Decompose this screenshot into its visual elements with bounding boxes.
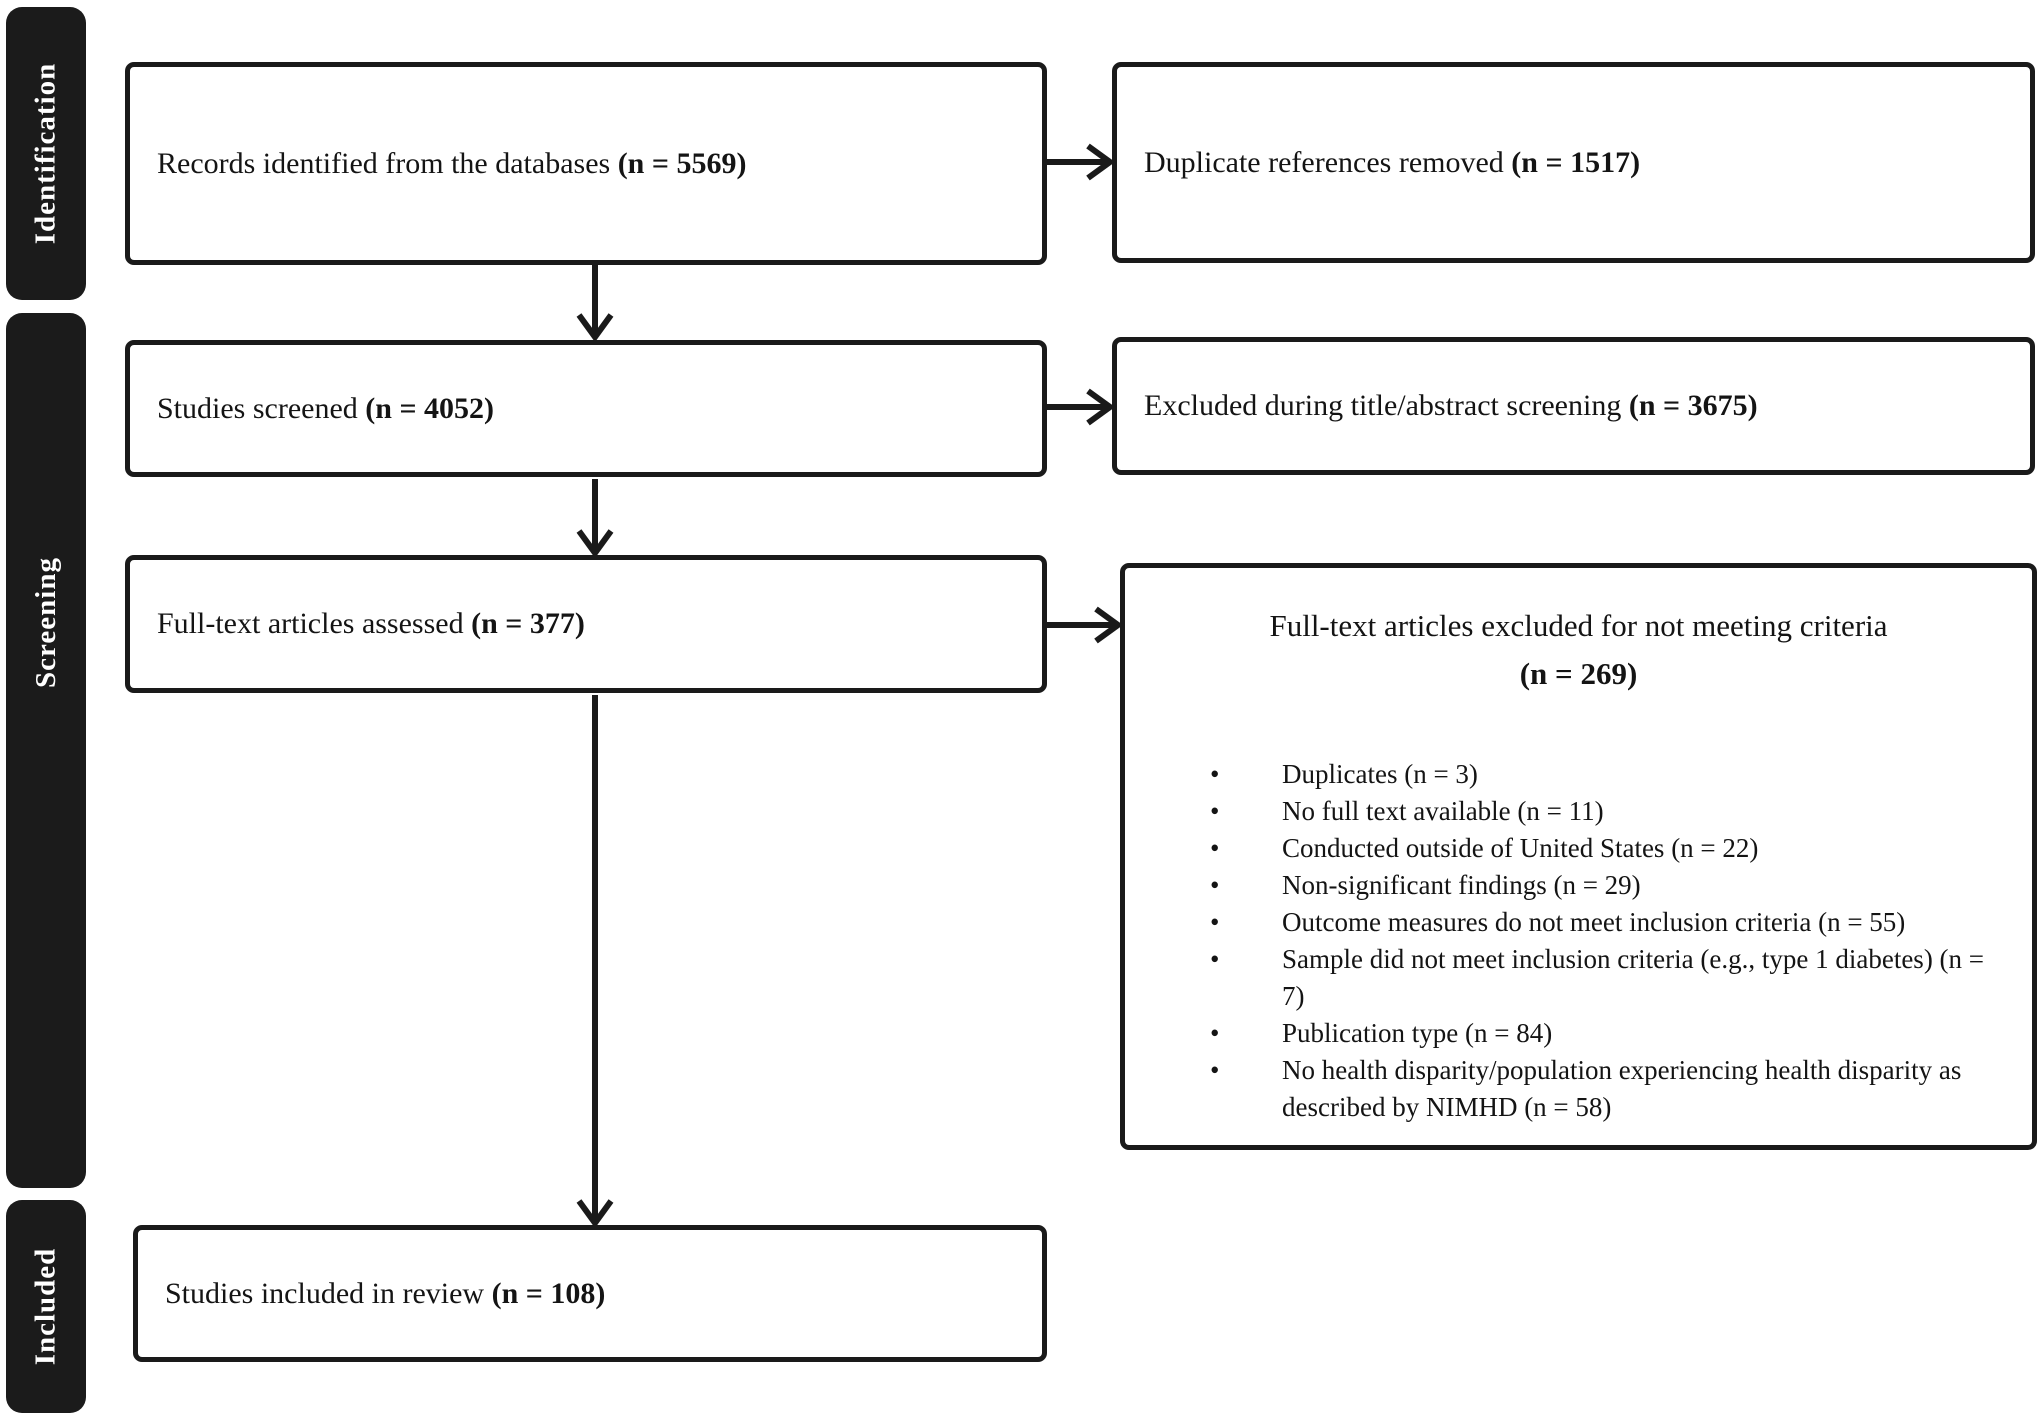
stage-label-identification: Identification: [29, 62, 62, 245]
box-duplicates-removed: [1112, 62, 2035, 263]
exclusion-reason-item: • Duplicates (n = 3): [1125, 756, 1992, 793]
records-label: Records identified from the databases: [157, 146, 611, 180]
excluded-screening-count: (n = 3675): [1628, 389, 1758, 423]
box-studies-included: [133, 1225, 1047, 1362]
box-duplicates-text: [1144, 144, 1640, 182]
duplicates-label: Duplicate references removed: [1144, 145, 1504, 179]
box-fulltext-excluded: [1120, 563, 2037, 1150]
included-count: (n = 108): [491, 1276, 606, 1310]
fulltext-excluded-title: Full-text articles excluded for not meeting criteria: [1269, 608, 1888, 643]
exclusion-reason-item: • Non-significant findings (n = 29): [1125, 867, 1992, 904]
stage-identification: [6, 7, 86, 300]
screened-count: (n = 4052): [365, 391, 495, 425]
duplicates-count: (n = 1517): [1511, 145, 1641, 179]
exclusion-reason-item: • No full text available (n = 11): [1125, 793, 1992, 830]
stage-label-screening: Screening: [29, 557, 62, 688]
box-screened-text: [157, 390, 494, 428]
exclusion-reasons-list: [1125, 756, 2032, 1126]
box-records-text: [157, 145, 746, 183]
box-records-identified: [125, 62, 1047, 265]
box-excluded-title-abstract: [1112, 337, 2035, 475]
included-label: Studies included in review: [165, 1276, 485, 1310]
stage-screening: [6, 313, 86, 1188]
box-fulltext-text: [157, 605, 585, 643]
stage-included: [6, 1200, 86, 1413]
fulltext-count: (n = 377): [471, 607, 585, 641]
box-included-text: [165, 1275, 605, 1313]
box-excluded-screening-text: [1144, 387, 1758, 425]
exclusion-reason-item: • Conducted outside of United States (n = 22): [1125, 830, 1992, 867]
box-studies-screened: [125, 340, 1047, 477]
excluded-screening-label: Excluded during title/abstract screening: [1144, 389, 1622, 423]
exclusion-reason-item: • Sample did not meet inclusion criteria (e.g., type 1 diabetes) (n = 7): [1125, 941, 1992, 1015]
box-fulltext-assessed: [125, 555, 1047, 693]
fulltext-label: Full-text articles assessed: [157, 607, 464, 641]
records-count: (n = 5569): [617, 146, 747, 180]
screened-label: Studies screened: [157, 391, 358, 425]
exclusion-reason-item: • Outcome measures do not meet inclusion criteria (n = 55): [1125, 904, 1992, 941]
fulltext-excluded-count: (n = 269): [1519, 656, 1638, 691]
exclusion-reason-item: • Publication type (n = 84): [1125, 1015, 1992, 1052]
stage-label-included: Included: [29, 1247, 62, 1366]
exclusion-reason-item: • No health disparity/population experiencing health disparity as described by NIMHD (n = 58): [1125, 1052, 1992, 1126]
